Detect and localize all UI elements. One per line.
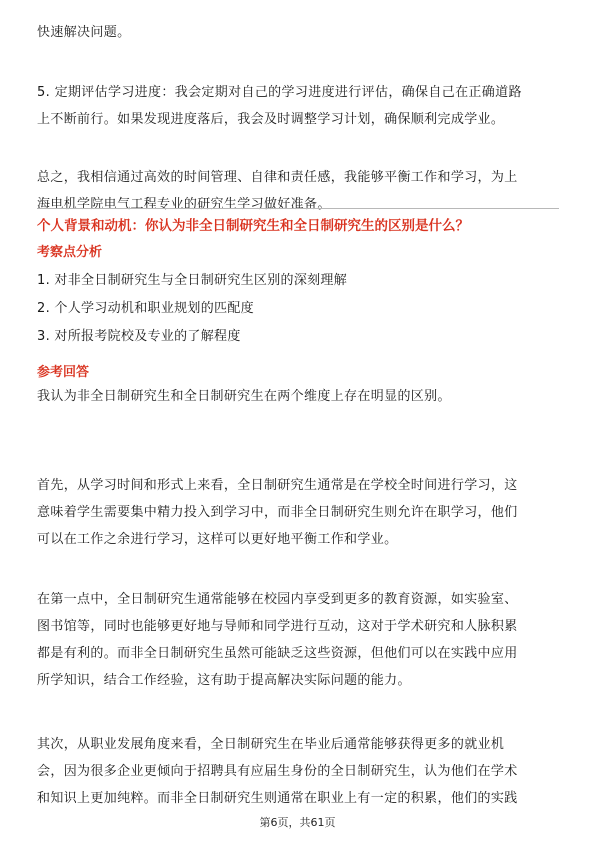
text-line: 可以在工作之余进行学习，这样可以更好地平衡工作和学业。 [37, 532, 398, 547]
text-line: 所学知识，结合工作经验，这有助于提高解决实际问题的能力。 [37, 673, 411, 688]
text-line: 在第一点中，全日制研究生通常能够在校园内享受到更多的教育资源，如实验室、 [37, 592, 518, 607]
answer-paragraph-3 [37, 731, 559, 812]
text-line: 5. 定期评估学习进度：我会定期对自己的学习进度进行评估，确保自己在正确道路 [37, 85, 522, 100]
answer-paragraph-2 [37, 586, 559, 694]
text-line: 意味着学生需要集中精力投入到学习中，而非全日制研究生则允许在职学习，他们 [37, 505, 518, 520]
text-line: 快速解决问题。 [37, 25, 131, 40]
document-page [37, 0, 559, 842]
text-line: 总之，我相信通过高效的时间管理、自律和责任感，我能够平衡工作和学习，为上 [37, 170, 518, 185]
text-line: 和知识上更加纯粹。而非全日制研究生则通常在职业上有一定的积累，他们的实践 [37, 791, 518, 806]
analysis-item: 3. 对所报考院校及专业的了解程度 [37, 329, 241, 344]
text-line: 其次，从职业发展角度来看，全日制研究生在毕业后通常能够获得更多的就业机 [37, 737, 505, 752]
answer-intro [37, 383, 559, 410]
page-number-footer: 第6页，共61页 [259, 816, 336, 829]
text-line: 会，因为很多企业更倾向于招聘具有应届生身份的全日制研究生，认为他们在学术 [37, 764, 518, 779]
question-heading: 个人背景和动机：你认为非全日制研究生和全日制研究生的区别是什么？ [37, 218, 469, 234]
text-line: 都是有利的。而非全日制研究生虽然可能缺乏这些资源，但他们可以在实践中应用 [37, 646, 518, 661]
analysis-item: 2. 个人学习动机和职业规划的匹配度 [37, 301, 254, 316]
text-line: 图书馆等，同时也能够更好地与导师和同学进行互动，这对于学术研究和人脉积累 [37, 619, 518, 634]
answer-paragraph-1 [37, 472, 559, 553]
analysis-item: 1. 对非全日制研究生与全日制研究生区别的深刻理解 [37, 273, 348, 288]
paragraph-summary [37, 164, 559, 218]
paragraph-item-5 [37, 79, 559, 133]
answer-heading: 参考回答 [37, 365, 90, 380]
text-line: 首先，从学习时间和形式上来看，全日制研究生通常是在学校全时间进行学习，这 [37, 478, 518, 493]
section-divider [37, 208, 559, 209]
paragraph-continuation [37, 19, 559, 46]
analysis-heading: 考察点分析 [37, 245, 103, 260]
text-line: 上不断前行。如果发现进度落后，我会及时调整学习计划，确保顺利完成学业。 [37, 112, 505, 127]
text-line: 我认为非全日制研究生和全日制研究生在两个维度上存在明显的区别。 [37, 389, 451, 404]
text-line: 海电机学院电气工程专业的研究生学习做好准备。 [37, 197, 331, 212]
